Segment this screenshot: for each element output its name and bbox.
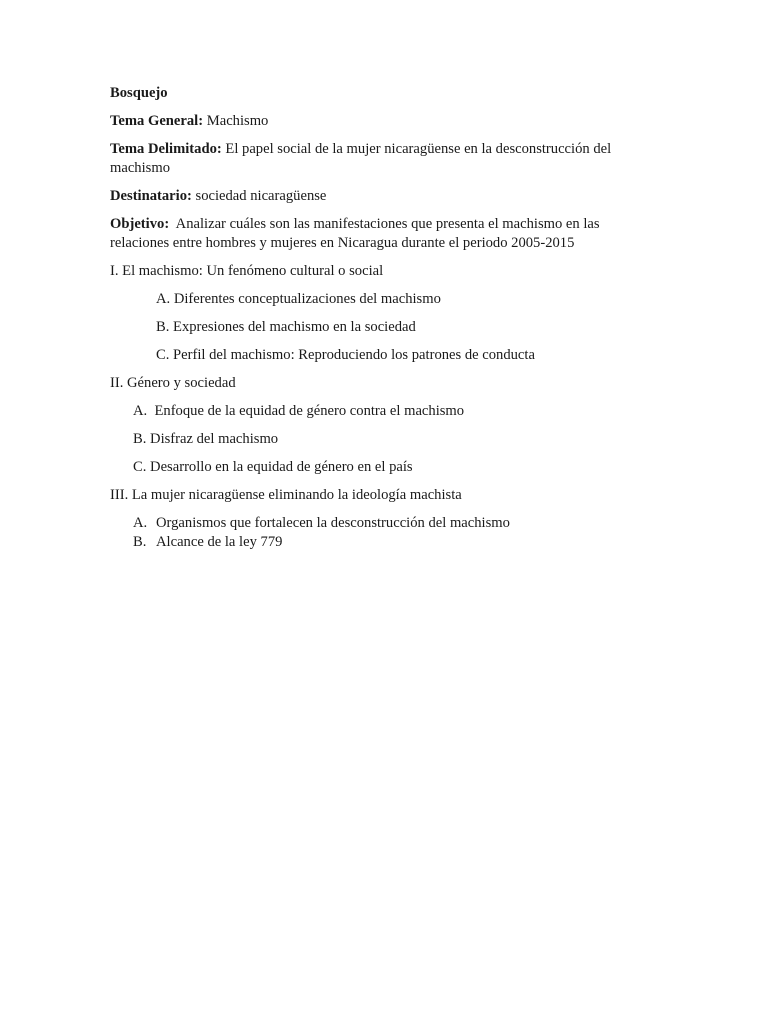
document-heading: Bosquejo (110, 85, 168, 101)
section-2-item-a: A. Enfoque de la equidad de género contra el machismo (133, 403, 465, 419)
section-3-item-b (110, 533, 655, 552)
section-3-item-b-letter: B. (133, 534, 147, 550)
objetivo (110, 215, 655, 253)
section-1-item-c: C. Perfil del machismo: Reproduciendo los patrones de conducta (156, 347, 535, 363)
section-3-item-b-text: Alcance de la ley 779 (156, 534, 283, 550)
section-3-item-a-text: Organismos que fortalecen la desconstrucción del machismo (156, 515, 510, 531)
objetivo-label: Objetivo: (110, 216, 170, 232)
section-3-item-a-letter: A. (133, 515, 148, 531)
objetivo-value: Analizar cuáles son las manifestaciones que presenta el machismo en las relaciones entre hombres y mujeres en Nicaragua durante el periodo 2005-2015 (110, 216, 604, 251)
section-2-item-c: C. Desarrollo en la equidad de género en el país (133, 459, 413, 475)
destinatario (110, 187, 655, 206)
section-3-item-a (110, 514, 655, 533)
tema-general (110, 112, 655, 131)
destinatario-value: sociedad nicaragüense (191, 188, 327, 204)
section-2-title: II. Género y sociedad (110, 375, 236, 391)
section-1-title: I. El machismo: Un fenómeno cultural o social (110, 263, 384, 279)
section-1-item-b: B. Expresiones del machismo en la sociedad (156, 319, 416, 335)
section-1-item-a: A. Diferentes conceptualizaciones del machismo (156, 291, 441, 307)
tema-general-value: Machismo (203, 113, 269, 129)
tema-delimitado-label: Tema Delimitado: (110, 141, 222, 157)
tema-delimitado (110, 140, 655, 178)
destinatario-label: Destinatario: (110, 188, 192, 204)
tema-delimitado-value: El papel social de la mujer nicaragüense en la desconstrucción del machismo (110, 141, 612, 176)
tema-general-label: Tema General: (110, 113, 204, 129)
section-2-item-b: B. Disfraz del machismo (133, 431, 279, 447)
section-3-title: III. La mujer nicaragüense eliminando la ideología machista (110, 487, 462, 503)
document-page (110, 84, 655, 552)
